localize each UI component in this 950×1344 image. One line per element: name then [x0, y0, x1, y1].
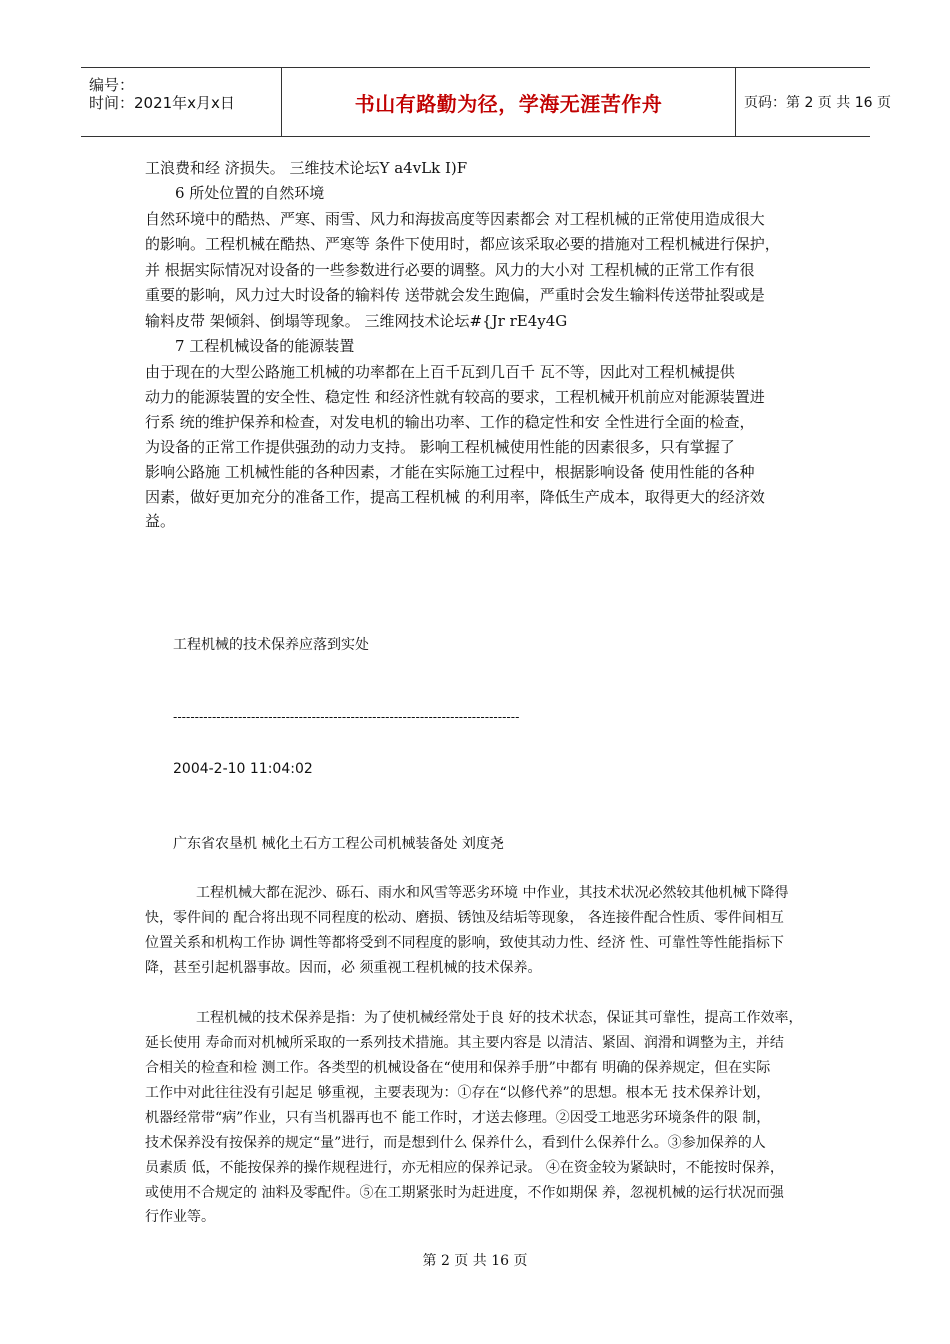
paragraph-line: 位置关系和机构工作协 调性等都将受到不同程度的影响，致使其动力性、经济 性、可靠性等性能指标下: [145, 935, 784, 951]
page-footer: 第 2 页 共 16 页: [422, 1253, 528, 1269]
body-line: 由于现在的大型公路施工机械的功率都在上百千瓦到几百千 瓦不等，因此对工程机械提供: [145, 363, 735, 381]
body-line: 行系 统的维护保养和检查，对发电机的输出功率、工作的稳定性和安 全性进行全面的检查，: [145, 413, 755, 431]
body-line: 重要的影响，风力过大时设备的输料传 送带就会发生跑偏，严重时会发生输料传送带扯裂或是: [145, 286, 765, 304]
article-title: 工程机械的技术保养应落到实处: [173, 637, 369, 653]
paragraph-line: 工程机械大都在泥沙、砾石、雨水和风雪等恶劣环境 中作业，其技术状况必然较其他机械下降得: [196, 885, 789, 901]
body-line: 影响公路施 工机械性能的各种因素，才能在实际施工过程中，根据影响设备 使用性能的各种: [145, 463, 755, 481]
paragraph-line: 合相关的检查和检 测工作。各类型的机械设备在“使用和保养手册”中都有 明确的保养规定，但在实际: [145, 1060, 771, 1076]
paragraph-line: 降，甚至引起机器事故。因而，必 须重视工程机械的技术保养。: [145, 960, 542, 976]
header-left-cell: [81, 68, 281, 136]
section-heading: 7 工程机械设备的能源装置: [175, 337, 355, 355]
paragraph-line: 工程机械的技术保养是指：为了使机械经常处于良 好的技术状态，保证其可靠性，提高工作效率，: [196, 1010, 803, 1026]
paragraph-line: 机器经常带“病”作业，只有当机器再也不 能工作时，才送去修理。②因受工地恶劣环境条件的限 制，: [145, 1110, 771, 1126]
document-time-label: 时间：2021年x月x日: [89, 94, 235, 112]
document-number-label: 编号：: [89, 76, 135, 94]
paragraph-line: 行作业等。: [145, 1209, 215, 1225]
paragraph-line: 员素质 低，不能按保养的操作规程进行，亦无相应的保养记录。 ④在资金较为紧缺时，不能按时保养，: [145, 1160, 784, 1176]
paragraph-line: 快，零件间的 配合将出现不同程度的松动、磨损、锈蚀及结垢等现象， 各连接件配合性质、零件间相互: [145, 910, 784, 926]
body-line: 益。: [145, 512, 176, 530]
paragraph-line: 延长使用 寿命而对机械所采取的一系列技术措施。其主要内容是 以清洁、紧固、润滑和调整为主，并结: [145, 1035, 784, 1051]
body-line: 并 根据实际情况对设备的一些参数进行必要的调整。风力的大小对 工程机械的正常工作有很: [145, 261, 755, 279]
section-heading: 6 所处位置的自然环境: [175, 184, 325, 202]
article-datetime: 2004-2-10 11:04:02: [173, 761, 313, 777]
header-motto-cell: [281, 68, 736, 136]
paragraph-line: 技术保养没有按保养的规定“量”进行，而是想到什么 保养什么，看到什么保养什么。③参加保养的人: [145, 1135, 766, 1151]
article-author: 广东省农垦机 械化土石方工程公司机械装备处 刘度尧: [173, 836, 504, 852]
body-line: 动力的能源装置的安全性、稳定性 和经济性就有较高的要求，工程机械开机前应对能源装置进: [145, 388, 765, 406]
header-page-info: 页码：第 2 页 共 16 页: [744, 95, 891, 111]
page-header: [81, 67, 891, 137]
body-line: 工浪费和经 济损失。 三维技术论坛Y a4vLk I)F: [145, 159, 468, 177]
body-line: 自然环境中的酷热、严寒、雨雪、风力和海拔高度等因素都会 对工程机械的正常使用造成很大: [145, 210, 765, 228]
header-page-cell: [736, 68, 891, 136]
paragraph-line: 工作中对此往往没有引起足 够重视，主要表现为：①存在“以修代养”的思想。根本无 技术保养计划，: [145, 1085, 771, 1101]
body-line: 为设备的正常工作提供强劲的动力支持。 影响工程机械使用性能的因素很多，只有掌握了: [145, 438, 735, 456]
header-motto: 书山有路勤为径，学海无涯苦作舟: [354, 91, 663, 116]
article-separator: --------------------------------------------------------------------------------: [173, 710, 520, 724]
paragraph-line: 或使用不合规定的 油料及零配件。⑤在工期紧张时为赶进度，不作如期保 养，忽视机械的运行状况而强: [145, 1185, 784, 1201]
body-line: 输料皮带 架倾斜、倒塌等现象。 三维网技术论坛#{Jr rE4y4G: [145, 312, 568, 330]
body-line: 的影响。工程机械在酷热、严寒等 条件下使用时，都应该采取必要的措施对工程机械进行保护，: [145, 235, 780, 253]
body-line: 因素，做好更加充分的准备工作，提高工程机械 的利用率，降低生产成本，取得更大的经济效: [145, 488, 765, 506]
